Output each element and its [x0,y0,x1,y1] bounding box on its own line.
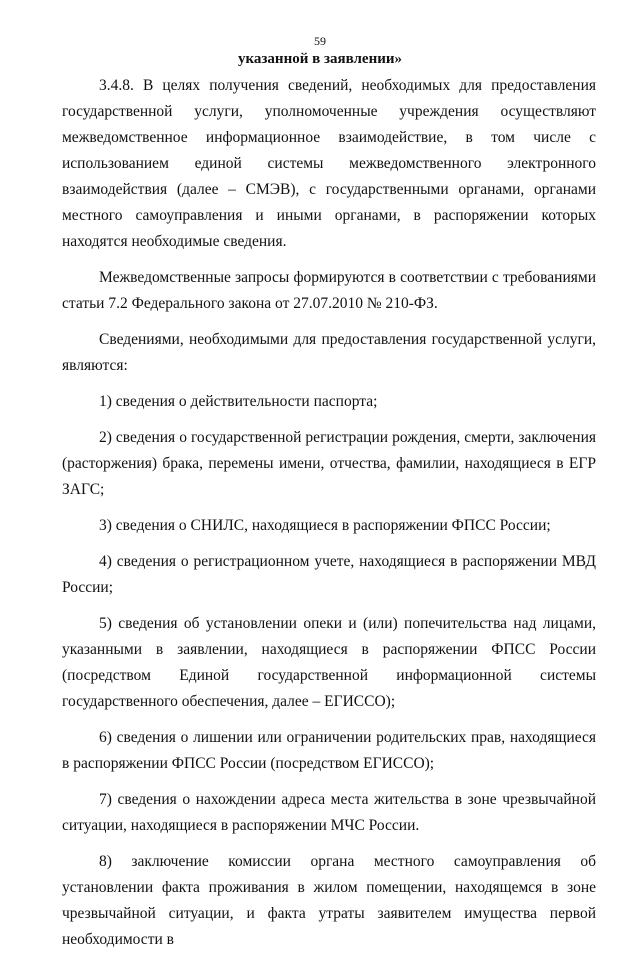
list-item-4: 4) сведения о регистрационном учете, находящиеся в распоряжении МВД России; [62,553,596,596]
list-item-8: 8) заключение комиссии органа местного самоуправления об установлении факта проживания в жилом помещении, находящемся в зоне чрезвычайной ситуации, и факта утраты заявителем имущества первой необходимости в [62,853,596,948]
paragraph-3-4-8: 3.4.8. В целях получения сведений, необходимых для предоставления государственной услуги, уполномоченные учреждения осуществляют межведомственное информационное взаимодействие, в том числе с использованием единой системы межведомственного электронного взаимодействия (далее – СМЭВ), с государственными органами, органами местного самоуправления и иными органами, в распоряжении которых находятся необходимые сведения. [62,77,596,250]
paragraph-info-intro: Сведениями, необходимыми для предоставления государственной услуги, являются: [62,331,596,374]
list-item-5: 5) сведения об установлении опеки и (или) попечительства над лицами, указанными в заявлении, находящиеся в распоряжении ФПСС России (посредством Единой государственной информационной системы государственного обеспечения, далее – ЕГИССО); [62,615,596,710]
list-item-7: 7) сведения о нахождении адреса места жительства в зоне чрезвычайной ситуации, находящиеся в распоряжении МЧС России. [62,791,596,834]
document-body [62,73,596,963]
section-heading: указанной в заявлении» [237,51,403,67]
paragraph-requests: Межведомственные запросы формируются в соответствии с требованиями статьи 7.2 Федерального закона от 27.07.2010 № 210-ФЗ. [62,269,596,312]
list-item-1: 1) сведения о действительности паспорта; [99,393,378,410]
page-number: 59 [314,34,326,48]
list-item-6: 6) сведения о лишении или ограничении родительских прав, находящиеся в распоряжении ФПСС России (посредством ЕГИССО); [62,729,596,772]
list-item-3: 3) сведения о СНИЛС, находящиеся в распоряжении ФПСС России; [99,517,551,534]
list-item-2: 2) сведения о государственной регистрации рождения, смерти, заключения (расторжения) брака, перемены имени, отчества, фамилии, находящиеся в ЕГР ЗАГС; [62,429,596,498]
